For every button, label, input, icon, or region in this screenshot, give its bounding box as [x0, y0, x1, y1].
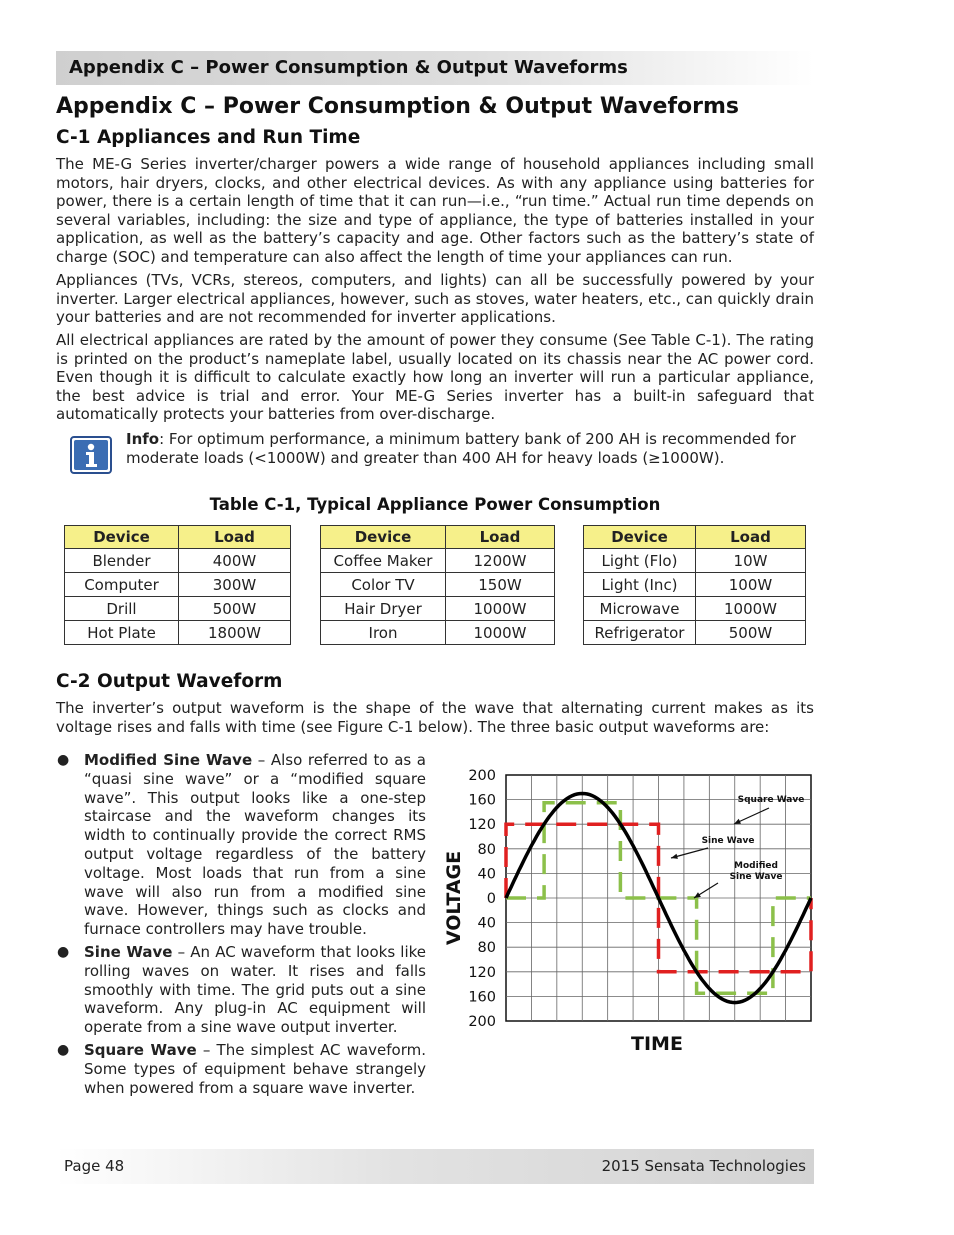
load-cell: 1000W [446, 621, 555, 645]
load-table-2 [320, 525, 555, 645]
table-row [584, 549, 806, 573]
device-cell: Blender [65, 549, 179, 573]
table-row [321, 597, 555, 621]
table-row [321, 573, 555, 597]
bullet-title: Modified Sine Wave [84, 751, 253, 769]
bullet-dot-icon: ● [57, 752, 70, 768]
load-cell: 150W [446, 573, 555, 597]
table-row [65, 573, 291, 597]
col-header-load: Load [179, 526, 291, 549]
table-row [321, 549, 555, 573]
load-cell: 1000W [696, 597, 806, 621]
c1-paragraph-1: The ME-G Series inverter/charger powers a wide range of household appliances including small motors, hair dryers, clocks, and other electrical devices. As with any appliance using batteries for power, there is a certain length of time that it can run—i.e., “run time.” Actual run time depends on several variables, including: the size and type of appliance, the type of batteries installed in your application, as well as the battery’s capacity and age. Other factors such as the battery’s state of charge (SOC) and temperature can also affect the length of time your appliances can run. [56, 155, 814, 266]
device-cell: Light (Inc) [584, 573, 696, 597]
table-row [65, 621, 291, 645]
device-cell: Light (Flo) [584, 549, 696, 573]
device-cell: Refrigerator [584, 621, 696, 645]
y-tick-label: 200 [468, 768, 496, 784]
bullet-dot-icon: ● [57, 943, 70, 960]
load-cell: 500W [696, 621, 806, 645]
y-tick-label: 80 [477, 940, 496, 957]
load-cell: 100W [696, 573, 806, 597]
bullet-text: – An AC waveform that looks like rolling waves on water. It rises and falls smoothly with time. The grid puts out a sine waveform. Any plug-in AC equipment will operate from a sine wave output inverter. [84, 942, 426, 1037]
load-cell: 10W [696, 549, 806, 573]
device-cell: Hair Dryer [321, 597, 446, 621]
c2-intro: The inverter’s output waveform is the shape of the wave that alternating current makes as its voltage rises and falls with time (see Figure C-1 below). The three basic output waveforms are: [56, 699, 814, 736]
device-cell: Coffee Maker [321, 549, 446, 573]
table-row [65, 549, 291, 573]
bullet-text: – Also referred to as a “quasi sine wave” or a “modified square wave”. This output looks like a one-step staircase and the waveform changes its width to continually provide the correct RMS output voltage regardless of the battery voltage. Most loads that run from a sine wave will also run from a modified sine wave. However, things such as clocks and furnace controllers may have trouble. [84, 751, 426, 939]
page-title: Appendix C – Power Consumption & Output Waveforms [56, 94, 739, 119]
y-tick-label: 40 [477, 915, 496, 932]
device-cell: Drill [65, 597, 179, 621]
page-number: Page 48 [64, 1157, 125, 1175]
table-row [584, 573, 806, 597]
y-tick-label: 160 [468, 989, 496, 1006]
y-tick-label: 160 [468, 792, 496, 809]
y-axis-label: VOLTAGE [443, 850, 465, 946]
waveform-chart [430, 758, 820, 1058]
load-cell: 300W [179, 573, 291, 597]
bullet-title: Sine Wave [84, 942, 173, 961]
device-cell: Computer [65, 573, 179, 597]
y-tick-label: 200 [468, 1014, 496, 1030]
col-header-device: Device [584, 526, 696, 549]
waveform-bullet-list [56, 751, 426, 1101]
col-header-device: Device [65, 526, 179, 549]
y-tick-label: 120 [468, 964, 496, 981]
c1-paragraph-2: Appliances (TVs, VCRs, stereos, computers, and lights) can all be successfully powered by your inverter. Larger electrical appliances, however, such as stoves, water heaters, etc., can quickly drain your batteries and are not recommended for inverter applications. [56, 271, 814, 327]
section-c1-heading: C-1 Appliances and Run Time [56, 127, 361, 148]
load-table-1 [64, 525, 291, 645]
info-note [126, 430, 816, 468]
device-cell: Hot Plate [65, 621, 179, 645]
table-row [584, 597, 806, 621]
y-tick-label: 0 [486, 891, 496, 907]
bullet-title: Square Wave [84, 1040, 197, 1059]
load-cell: 1200W [446, 549, 555, 573]
table-row [584, 621, 806, 645]
waveform-chart-svg [430, 758, 820, 1058]
header-band [56, 51, 814, 85]
table-row [65, 597, 291, 621]
load-cell: 1000W [446, 597, 555, 621]
bullet-text: – The simplest AC waveform. Some types of equipment behave strangely when powered from a square wave inverter. [84, 1040, 427, 1097]
bullet-square [56, 1041, 426, 1097]
copyright: 2015 Sensata Technologies [601, 1157, 806, 1175]
col-header-load: Load [446, 526, 555, 549]
device-cell: Color TV [321, 573, 446, 597]
col-header-load: Load [696, 526, 806, 549]
annotation-square-wave: Square Wave [737, 795, 805, 805]
col-header-device: Device [321, 526, 446, 549]
annotation-modified-sine-wave: Modified Sine Wave [729, 861, 783, 882]
x-axis-label: TIME [631, 1033, 683, 1055]
y-tick-label: 120 [468, 817, 496, 834]
table-row [321, 621, 555, 645]
c1-paragraph-3: All electrical appliances are rated by the amount of power they consume (See Table C-1). The rating is printed on the product’s nameplate label, usually located on its chassis near the AC power cord. Even though it is difficult to calculate exactly how long an inverter will run a particular appliance, the best advice is trial and error. Your ME-G Series inverter has a built-in safeguard that automatically protects your batteries from over-discharge. [56, 331, 814, 424]
load-cell: 500W [179, 597, 291, 621]
bullet-modified-sine [56, 751, 426, 939]
load-cell: 400W [179, 549, 291, 573]
info-text: : For optimum performance, a minimum battery bank of 200 AH is recommended for moderate loads (<1000W) and greater than 400 AH for heavy loads (≥1000W). [126, 430, 796, 467]
footer-band [56, 1149, 814, 1184]
load-table-3 [583, 525, 806, 645]
info-icon [70, 436, 112, 474]
table-caption: Table C-1, Typical Appliance Power Consumption [209, 495, 661, 514]
load-cell: 1800W [179, 621, 291, 645]
y-tick-label: 80 [477, 841, 496, 858]
device-cell: Microwave [584, 597, 696, 621]
info-label: Info [126, 430, 160, 448]
annotation-sine-wave: Sine Wave [701, 836, 755, 846]
header-band-title: Appendix C – Power Consumption & Output Waveforms [69, 57, 628, 78]
bullet-dot-icon: ● [57, 1041, 70, 1058]
section-c2-heading: C-2 Output Waveform [56, 671, 283, 692]
y-tick-label: 40 [477, 866, 496, 883]
device-cell: Iron [321, 621, 446, 645]
bullet-sine [56, 943, 426, 1037]
